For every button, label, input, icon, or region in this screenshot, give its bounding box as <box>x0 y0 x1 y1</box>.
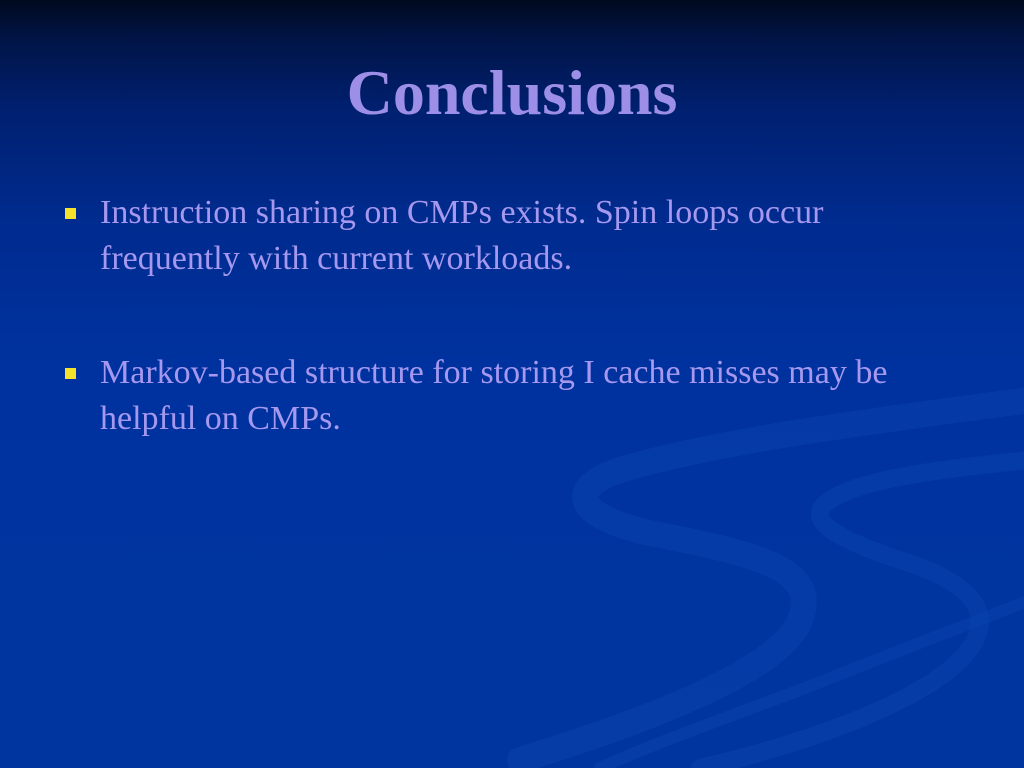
slide-title: Conclusions <box>346 57 678 128</box>
bullet-text: Markov-based structure for storing I cache misses may be helpful on CMPs. <box>100 354 888 437</box>
bullet-list <box>62 190 962 510</box>
bullet-item <box>62 190 962 282</box>
square-bullet-icon <box>65 208 76 219</box>
bullet-text: Instruction sharing on CMPs exists. Spin loops occur frequently with current workloads. <box>100 194 824 277</box>
square-bullet-icon <box>65 368 76 379</box>
bullet-item <box>62 350 962 442</box>
